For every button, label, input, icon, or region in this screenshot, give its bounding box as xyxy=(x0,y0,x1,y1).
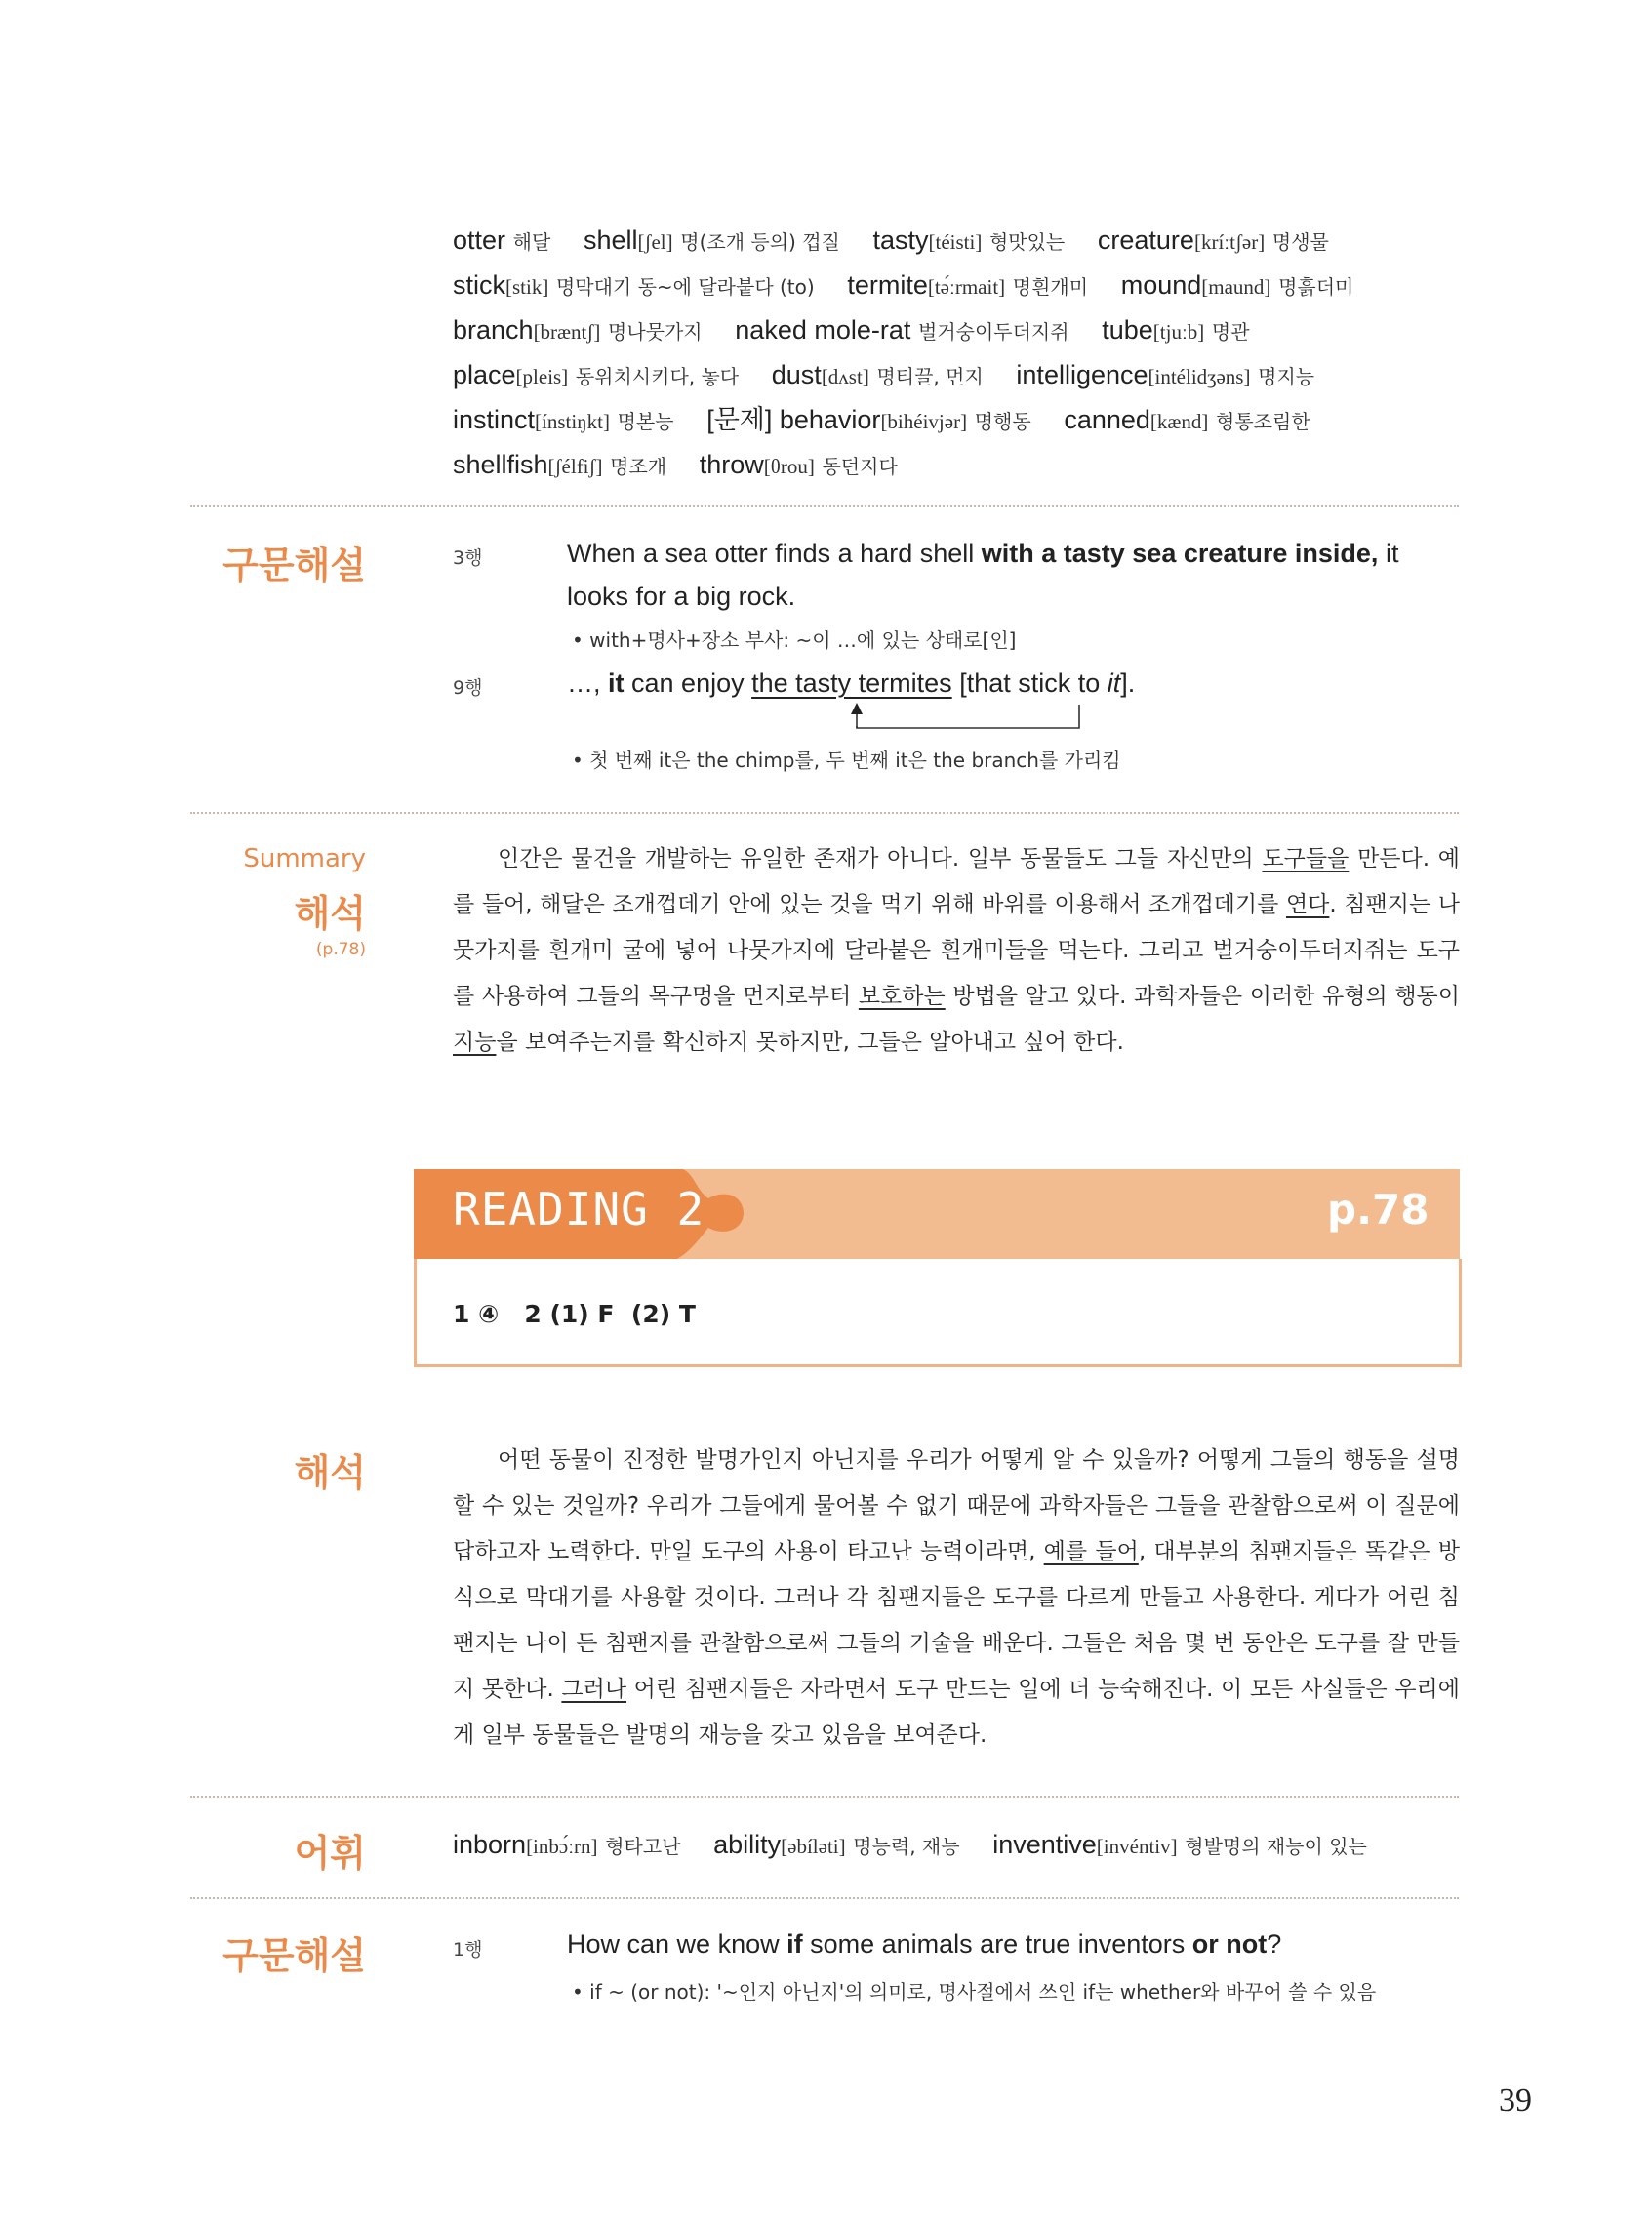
vocab-pronunciation: [θrou] xyxy=(763,455,815,478)
vocab-word: dust xyxy=(771,360,822,389)
vocab-item xyxy=(453,227,550,255)
vocab-pronunciation: [dʌst] xyxy=(821,365,869,388)
vocab-meaning: 명관 xyxy=(1211,320,1250,344)
syntax-sentence-1 xyxy=(567,532,1445,618)
paragraph-text: 을 보여주는지를 확신하지 못하지만, 그들은 알아내고 싶어 한다. xyxy=(496,1030,1124,1055)
line-number: 9행 xyxy=(453,677,483,699)
sentence-text: How can we know xyxy=(567,1929,787,1959)
vocab-word: shell xyxy=(583,225,638,255)
vocab-word: [문제] behavior xyxy=(706,405,881,434)
vocab-item xyxy=(1102,317,1249,344)
vocab-label: 어휘 xyxy=(294,1832,366,1875)
sentence-text: it xyxy=(1378,539,1399,568)
sentence-pronoun: it xyxy=(1107,669,1121,698)
vocab-pronunciation: [kænd] xyxy=(1149,410,1209,433)
vocab-list-2 xyxy=(453,1823,1468,1868)
sentence-text: [that stick to xyxy=(951,669,1108,698)
vocab-word: tube xyxy=(1102,315,1153,344)
syntax-sentence-2 xyxy=(567,662,1445,705)
vocab-item xyxy=(847,272,1088,300)
vocab-word: otter xyxy=(453,225,506,255)
vocab-meaning: 명능력, 재능 xyxy=(853,1835,960,1858)
vocab-pronunciation: [bræntʃ] xyxy=(533,320,601,344)
vocab-item xyxy=(713,1832,959,1859)
page-number: 39 xyxy=(1499,2083,1532,2119)
reading-title: READING 2 xyxy=(453,1183,705,1236)
paragraph-text: 어떤 동물이 진정한 발명가인지 아닌지를 우리가 어떻게 알 수 있을까? 어떻게 그들의 행동을 설명할 수 있는 것일까? 우리가 그들에게 물어볼 수 없기 때문에 과학자들은 그들을 관찰함으로써 이 질문에 답하고자 노력한다. 만일 도구의 사용이 타고난 능력이라면, xyxy=(453,1447,1460,1564)
line-number: 1행 xyxy=(453,1939,483,1961)
page-ref: (p.78) xyxy=(315,940,366,959)
vocab-pronunciation: [ʃélfiʃ] xyxy=(547,455,603,478)
sentence-highlight: or not xyxy=(1191,1929,1268,1959)
answers: 1 ④ 2 (1) F (2) T xyxy=(453,1300,696,1328)
vocab-pronunciation: [intélidʒəns] xyxy=(1148,365,1251,388)
divider xyxy=(190,812,1459,814)
vocab-word: naked mole-rat xyxy=(735,315,911,344)
vocab-meaning: 명지능 xyxy=(1258,365,1315,388)
summary-label: Summary xyxy=(243,844,366,873)
vocab-word: creature xyxy=(1097,225,1194,255)
vocab-word: place xyxy=(453,360,516,389)
sentence-text: …, xyxy=(567,669,609,698)
vocab-meaning: 해달 xyxy=(512,230,551,254)
vocab-item xyxy=(706,407,1030,434)
vocab-pronunciation: [stik] xyxy=(505,275,549,299)
vocab-pronunciation: [əbíləti] xyxy=(781,1835,846,1858)
underlined-term: 그러나 xyxy=(561,1677,627,1702)
vocab-item xyxy=(700,452,898,479)
underlined-term: 보호하는 xyxy=(858,984,946,1009)
vocab-item xyxy=(453,1832,680,1859)
syntax-note-2: • 첫 번째 it은 the chimp를, 두 번째 it은 the branch를 가리킴 xyxy=(572,749,1121,772)
vocab-word: branch xyxy=(453,315,534,344)
paragraph-text: , 대부분의 침팬지들은 똑같은 방식으로 막대기를 사용할 것이다. 그러나 각 침팬지들은 도구를 다르게 만들고 사용한다. 게다가 어린 침팬지는 나이 든 침팬지를 관찰함으로써 그들의 기술을 배운다. 그들은 처음 몇 번 동안은 도구를 잘 만들지 못한다. xyxy=(453,1539,1460,1702)
reference-arrow xyxy=(839,701,1093,734)
vocab-pronunciation: [pleis] xyxy=(515,365,569,388)
vocab-meaning: 명생물 xyxy=(1271,230,1329,254)
vocab-pronunciation: [ínstiŋkt] xyxy=(535,410,610,433)
vocab-list xyxy=(453,219,1468,488)
vocab-meaning: 명티끌, 먼지 xyxy=(876,365,984,388)
sentence-text: can enjoy xyxy=(624,669,752,698)
vocab-item xyxy=(735,317,1068,344)
underlined-term: 도구들을 xyxy=(1262,846,1350,871)
vocab-word: instinct xyxy=(453,405,536,434)
vocab-meaning: 형맛있는 xyxy=(988,230,1066,254)
vocab-pronunciation: [maund] xyxy=(1201,275,1271,299)
vocab-item xyxy=(1098,227,1329,255)
vocab-pronunciation: [inbɔ́ːrn] xyxy=(526,1835,598,1858)
vocab-word: ability xyxy=(713,1830,782,1859)
vocab-item xyxy=(1064,407,1310,434)
vocab-item xyxy=(453,272,815,300)
vocab-meaning: 동던지다 xyxy=(822,455,898,478)
vocab-item xyxy=(1016,362,1314,389)
vocab-meaning: 형발명의 재능이 있는 xyxy=(1185,1835,1367,1858)
vocab-word: termite xyxy=(847,270,928,300)
vocab-word: throw xyxy=(699,450,764,479)
vocab-item xyxy=(772,362,984,389)
vocab-meaning: 명본능 xyxy=(617,410,674,433)
antecedent: the tasty termites xyxy=(751,669,952,698)
sentence-text: ? xyxy=(1267,1929,1282,1959)
underlined-term: 연다 xyxy=(1285,892,1330,917)
vocab-pronunciation: [téisti] xyxy=(928,230,983,254)
vocab-meaning: 명막대기 동~에 달라붙다 (to) xyxy=(555,275,815,299)
vocab-meaning: 형타고난 xyxy=(605,1835,681,1858)
syntax-sentence-3 xyxy=(567,1923,1445,1966)
sentence-highlight: with a tasty sea creature inside, xyxy=(981,539,1379,568)
paragraph-text: 만든다. 예를 들어, 해달은 조개껍데기 안에 있는 것을 먹기 위해 바위를 이용해서 조개껍데기를 xyxy=(453,846,1460,917)
vocab-pronunciation: [tjuːb] xyxy=(1152,320,1205,344)
syntax-note-1: • with+명사+장소 부사: ~이 …에 있는 상태로[인] xyxy=(572,628,1017,652)
syntax-note-3: • if ~ (or not): '~인지 아닌지'의 의미로, 명사절에서 쓰인 if는 whether와 바꾸어 쓸 수 있음 xyxy=(572,1980,1377,2004)
vocab-meaning: 형통조림한 xyxy=(1216,410,1310,433)
vocab-meaning: 명조개 xyxy=(610,455,667,478)
vocab-meaning: 벌거숭이두더지쥐 xyxy=(918,320,1069,344)
vocab-pronunciation: [kríːtʃər] xyxy=(1193,230,1266,254)
vocab-item xyxy=(453,407,674,434)
summary-translation xyxy=(453,836,1460,1066)
paragraph-text: 어린 침팬지들은 자라면서 도구 만드는 일에 더 능숙해진다. 이 모든 사실들은 우리에게 일부 동물들은 발명의 재능을 갖고 있음을 보여준다. xyxy=(453,1677,1460,1748)
vocab-item xyxy=(872,227,1065,255)
vocab-word: inborn xyxy=(453,1830,527,1859)
vocab-word: canned xyxy=(1064,405,1150,434)
sentence-highlight: if xyxy=(786,1929,803,1959)
translation-label: 해석 xyxy=(294,892,366,935)
underlined-term: 지능 xyxy=(453,1030,497,1055)
divider xyxy=(190,505,1459,507)
vocab-pronunciation: [ʃel] xyxy=(637,230,673,254)
sentence-text: some animals are true inventors xyxy=(802,1929,1192,1959)
sentence-highlight: it xyxy=(608,669,625,698)
paragraph-text: 인간은 물건을 개발하는 유일한 존재가 아니다. 일부 동물들도 그들 자신만의 xyxy=(498,846,1263,871)
vocab-item xyxy=(1121,272,1354,300)
translation-label: 해석 xyxy=(294,1451,366,1494)
paragraph-text: . 침팬지는 나뭇가지를 흰개미 굴에 넣어 나뭇가지에 달라붙은 흰개미들을 먹는다. 그리고 벌거숭이두더지쥐는 도구를 사용하여 그들의 목구멍을 먼지로부터 xyxy=(453,892,1460,1009)
sentence-text: looks for a big rock. xyxy=(567,582,796,611)
vocab-meaning: 명흰개미 xyxy=(1012,275,1089,299)
sentence-text: When a sea otter finds a hard shell xyxy=(567,539,982,568)
vocab-word: stick xyxy=(453,270,505,300)
vocab-meaning: 명(조개 등의) 껍질 xyxy=(680,230,840,254)
vocab-word: tasty xyxy=(872,225,929,255)
vocab-item xyxy=(453,317,703,344)
vocab-meaning: 명행동 xyxy=(974,410,1031,433)
sentence-text: ]. xyxy=(1120,669,1136,698)
vocab-pronunciation: [bihéivjər] xyxy=(880,410,968,433)
vocab-word: mound xyxy=(1120,270,1202,300)
main-translation xyxy=(453,1438,1460,1759)
vocab-item xyxy=(992,1832,1367,1859)
vocab-meaning: 명흙더미 xyxy=(1278,275,1354,299)
section-label-syntax: 구문해설 xyxy=(222,1934,366,1977)
divider xyxy=(190,1897,1459,1899)
section-label-syntax: 구문해설 xyxy=(222,544,366,587)
vocab-pronunciation: [invéntiv] xyxy=(1096,1835,1178,1858)
line-number: 3행 xyxy=(453,547,483,569)
vocab-word: inventive xyxy=(992,1830,1097,1859)
paragraph-text: 방법을 알고 있다. 과학자들은 이러한 유형의 행동이 xyxy=(945,984,1460,1009)
vocab-item xyxy=(453,452,666,479)
divider xyxy=(190,1796,1459,1798)
vocab-pronunciation: [tə́ːrmait] xyxy=(927,275,1006,299)
reading-page: p.78 xyxy=(1327,1186,1430,1234)
vocab-word: shellfish xyxy=(453,450,548,479)
underlined-term: 예를 들어 xyxy=(1043,1539,1139,1564)
vocab-item xyxy=(584,227,840,255)
vocab-meaning: 동위치시키다, 놓다 xyxy=(575,365,740,388)
vocab-item xyxy=(453,362,739,389)
vocab-meaning: 명나뭇가지 xyxy=(608,320,703,344)
vocab-word: intelligence xyxy=(1016,360,1148,389)
